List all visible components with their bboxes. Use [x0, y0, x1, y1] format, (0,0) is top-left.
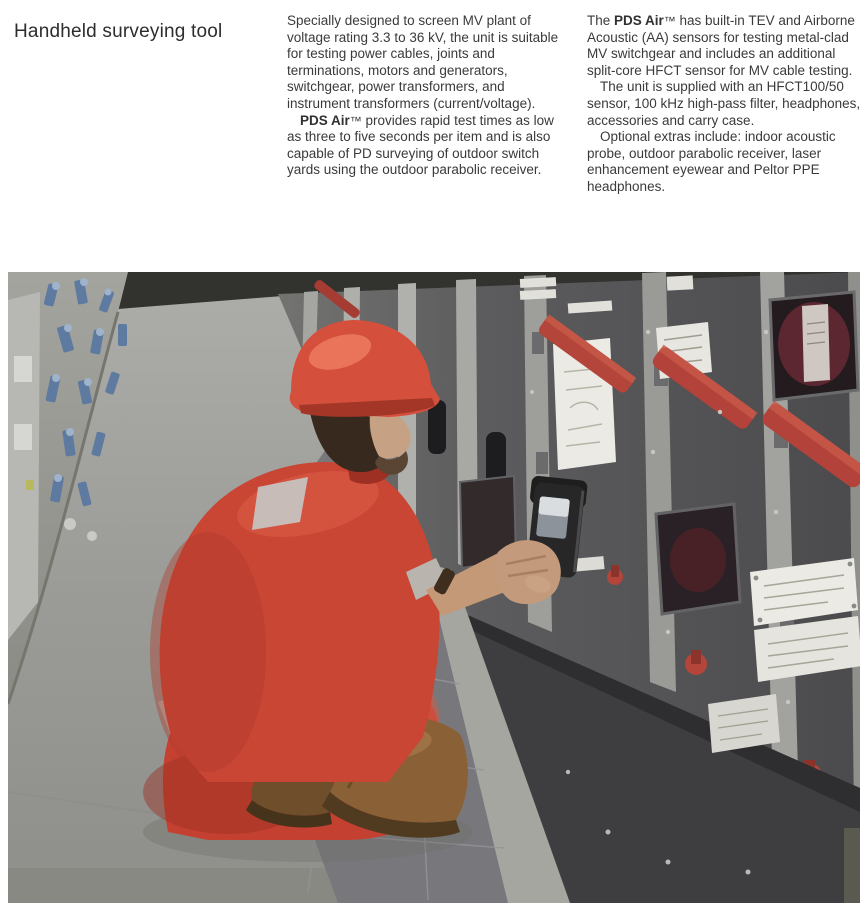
- paragraph: The unit is supplied with an HFCT100/50 sensor, 100 kHz high-pass filter, headphones, accessories and carry case.: [587, 79, 861, 128]
- paragraph: PDS Air™ provides rapid test times as low as three to five seconds per item and is also capable of PD surveying of outdoor switch yards using the outdoor parabolic receiver.: [287, 112, 554, 178]
- text-column-1: [287, 13, 564, 179]
- paragraph: Specially designed to screen MV plant of voltage rating 3.3 to 36 kV, the unit is suitable for testing power cables, joints and terminations, motors and generators, switchgear, power transformers, and instrument transformers (current/voltage).: [287, 13, 559, 111]
- paragraph: Optional extras include: indoor acoustic probe, outdoor parabolic receiver, laser enhancement eyewear and Peltor PPE headphones.: [587, 129, 836, 194]
- text-column-2: [587, 13, 864, 196]
- product-photo-illustration: [8, 272, 860, 903]
- page-title: Handheld surveying tool: [14, 21, 223, 42]
- product-photo: [8, 272, 860, 903]
- paragraph: The PDS Air™ has built-in TEV and Airborne Acoustic (AA) sensors for testing metal-clad MV switchgear and includes an additional split-core HFCT sensor for MV cable testing.: [587, 13, 855, 78]
